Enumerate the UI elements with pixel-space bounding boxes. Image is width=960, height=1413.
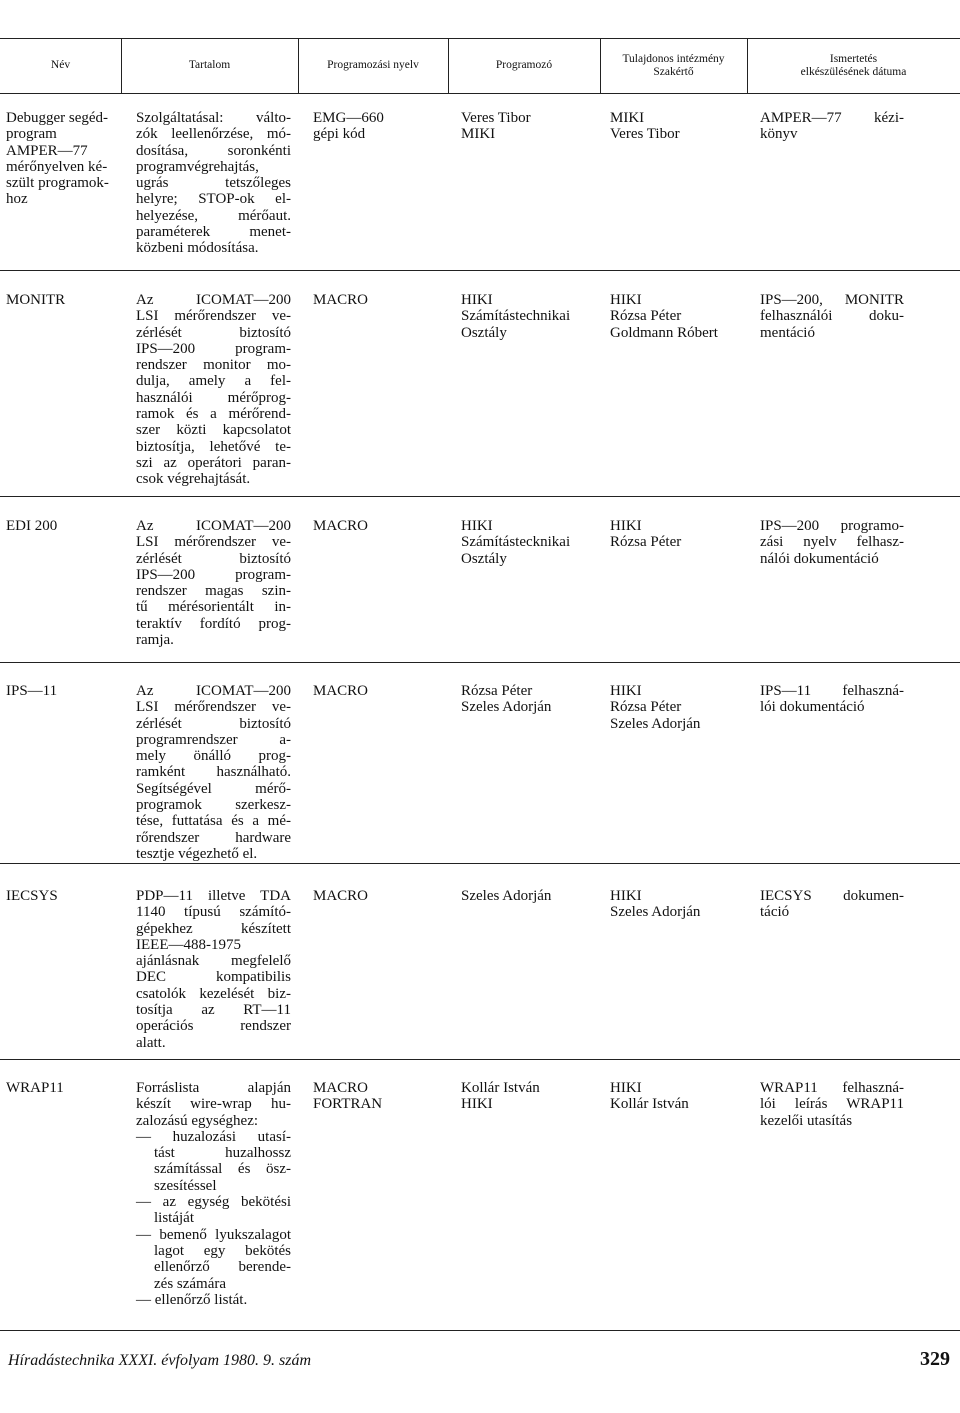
- table-row-5-programmer: Szeles Adorján: [461, 888, 552, 904]
- table-row-3-language: MACRO: [313, 518, 369, 534]
- header-bottom-rule: [0, 93, 960, 94]
- table-row-6-owner: HIKI Kollár István: [610, 1080, 689, 1113]
- table-row-6-language: MACRO FORTRAN: [313, 1080, 383, 1113]
- table-row-5-content: PDP—11 illetve TDA 1140 típusú számító- gépekhez készített IEEE—488-1975 ajánlásnak megfelelő DEC kompatibilis csatolók kezelését biz- tosítja az RT—11 operációs rendszer alatt.: [136, 888, 291, 1051]
- table-row-4-documentation: IPS—11 felhaszná- lói dokumentáció: [760, 683, 904, 716]
- table-row-4-content: Az ICOMAT—200 LSI mérőrendszer ve- zérlését biztosító programrendszer a- mely önálló prog- ramként használható. Segítségével mérő- programok szerkesz- tése, futtatása és a mé- rőrendszer hardware tesztje végezhető el.: [136, 683, 291, 862]
- table-row-2-content: Az ICOMAT—200 LSI mérőrendszer ve- zérlését biztosító IPS—200 program- rendszer monitor mo- dulja, amely a fel- használói mérőprog- ramok és a mérőrend- szer közti kapcsolatot biztosítja, lehetővé te- szi az operátori paran- csok végrehajtását.: [136, 292, 291, 488]
- header-owner-expert: Tulajdonos intézmény Szakértő: [622, 52, 725, 78]
- row-divider: [0, 270, 960, 271]
- journal-citation: Híradástechnika XXXI. évfolyam 1980. 9. szám: [8, 1352, 312, 1369]
- table-bottom-rule: [0, 1330, 960, 1331]
- table-row-5-language: MACRO: [313, 888, 369, 904]
- table-row-1-language: EMG—660 gépi kód: [313, 110, 384, 143]
- row-divider: [0, 662, 960, 663]
- table-row-6-content: Forráslista alapján készít wire-wrap hu- zalozású egységhez: — huzalozási utasí- tást huzalhossz számítással és ösz- szesítéssel — az egység bekötési listáját — bemenő lyukszalagot lagot egy bekötés ellenőrző berende- zés számára — ellenőrző listát.: [136, 1080, 291, 1308]
- header-programmer: Programozó: [495, 59, 553, 71]
- table-row-2-language: MACRO: [313, 292, 369, 308]
- table-row-3-name: EDI 200: [6, 518, 58, 534]
- row-divider: [0, 863, 960, 864]
- table-row-3-programmer: HIKI Számítástecknikai Osztály: [461, 518, 571, 567]
- table-row-1-documentation: AMPER—77 kézi- könyv: [760, 110, 904, 143]
- row-divider: [0, 496, 960, 497]
- table-row-2-owner: HIKI Rózsa Péter Goldmann Róbert: [610, 292, 718, 341]
- table-row-1-name: Debugger segéd- program AMPER—77 mérőnyelven ké- szült programok- hoz: [6, 110, 109, 208]
- table-row-6-programmer: Kollár István HIKI: [461, 1080, 540, 1113]
- table-row-1-content: Szolgáltatásal: válto- zók leellenőrzése, mó- dosítása, soronkénti programvégrehajtás, ugrás tetszőleges helyre; STOP-ok el- helyezése, mérőaut. paraméterek menet- közbeni módosítása.: [136, 110, 291, 257]
- page-number: 329: [920, 1348, 950, 1370]
- table-row-4-name: IPS—11: [6, 683, 58, 699]
- table-row-3-documentation: IPS—200 programo- zási nyelv felhasz- nálói dokumentáció: [760, 518, 904, 567]
- table-row-3-content: Az ICOMAT—200 LSI mérőrendszer ve- zérlését biztosító IPS—200 program- rendszer magas szin- tű mérésorientált in- teraktív fordító prog- ramja.: [136, 518, 291, 649]
- table-row-4-programmer: Rózsa Péter Szeles Adorján: [461, 683, 552, 716]
- table-row-5-name: IECSYS: [6, 888, 58, 904]
- header-documentation: Ismertetés elkészülésének dátuma: [800, 52, 907, 78]
- table-row-2-documentation: IPS—200, MONITR felhasználói doku- mentáció: [760, 292, 904, 341]
- table-row-4-language: MACRO: [313, 683, 369, 699]
- table-row-6-documentation: WRAP11 felhaszná- lói leírás WRAP11 kezelői utasítás: [760, 1080, 904, 1129]
- header-content: Tartalom: [188, 59, 231, 71]
- table-row-3-owner: HIKI Rózsa Péter: [610, 518, 682, 551]
- header-language: Programozási nyelv: [327, 59, 419, 71]
- table-row-1-programmer: Veres Tibor MIKI: [461, 110, 531, 143]
- table-row-5-owner: HIKI Szeles Adorján: [610, 888, 701, 921]
- table-row-2-programmer: HIKI Számítástechnikai Osztály: [461, 292, 571, 341]
- row-divider: [0, 1059, 960, 1060]
- table-row-4-owner: HIKI Rózsa Péter Szeles Adorján: [610, 683, 701, 732]
- header-name: Név: [50, 59, 71, 71]
- table-row-6-name: WRAP11: [6, 1080, 64, 1096]
- table-row-1-owner: MIKI Veres Tibor: [610, 110, 680, 143]
- table-row-2-name: MONITR: [6, 292, 66, 308]
- table-row-5-documentation: IECSYS dokumen- táció: [760, 888, 904, 921]
